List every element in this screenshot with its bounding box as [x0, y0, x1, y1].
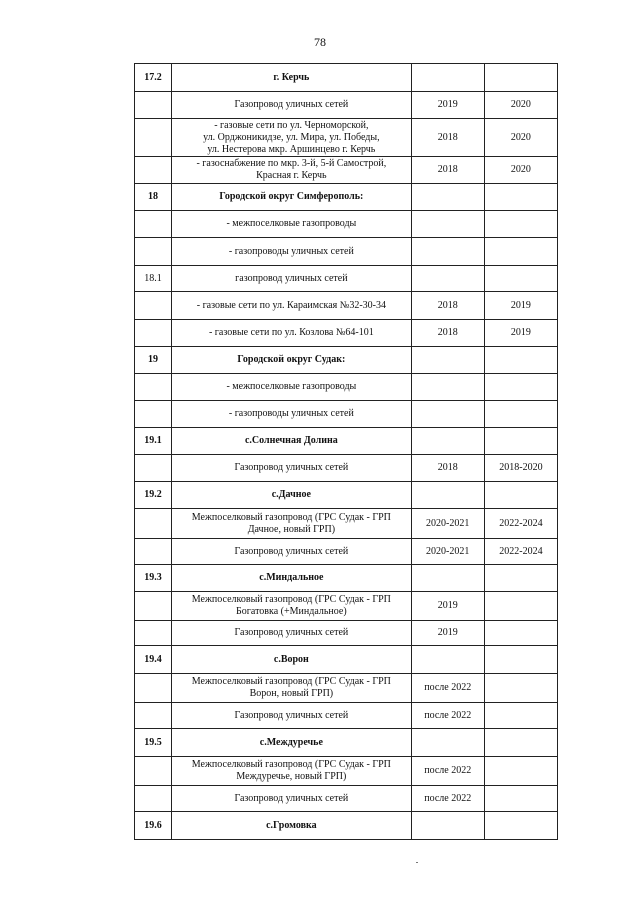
row-end-year-cell — [484, 729, 557, 757]
row-start-year-cell: после 2022 — [411, 757, 484, 786]
gas-pipeline-table — [134, 63, 558, 840]
row-end-year-cell — [484, 621, 557, 646]
table-row — [135, 92, 558, 119]
row-start-year-cell: 2018 — [411, 157, 484, 184]
row-number-cell — [135, 211, 172, 238]
row-number-cell — [135, 374, 172, 401]
page-number: 78 — [314, 35, 326, 49]
row-start-year-cell: после 2022 — [411, 674, 484, 703]
row-end-year-cell: 2020 — [484, 157, 557, 184]
row-start-year-cell: 2018 — [411, 292, 484, 320]
row-name-cell: с.Солнечная Долина — [172, 428, 412, 455]
table-row — [135, 211, 558, 238]
row-start-year-cell — [411, 374, 484, 401]
row-end-year-cell — [484, 812, 557, 840]
table-row — [135, 238, 558, 266]
table-row — [135, 64, 558, 92]
row-number-cell — [135, 455, 172, 482]
row-end-year-cell: 2019 — [484, 292, 557, 320]
row-number-cell: 19.1 — [135, 428, 172, 455]
table-row — [135, 428, 558, 455]
table-row — [135, 592, 558, 621]
row-start-year-cell: 2020-2021 — [411, 539, 484, 565]
row-end-year-cell — [484, 347, 557, 374]
row-number-cell — [135, 757, 172, 786]
row-start-year-cell — [411, 266, 484, 292]
row-number-cell — [135, 157, 172, 184]
row-name-cell: Межпоселковый газопровод (ГРС Судак - ГРП Ворон, новый ГРП) — [172, 674, 412, 703]
table-row — [135, 729, 558, 757]
row-name-cell: - газоснабжение по мкр. 3-й, 5-й Самострой, Красная г. Керчь — [172, 157, 412, 184]
row-start-year-cell: 2019 — [411, 621, 484, 646]
row-start-year-cell: 2018 — [411, 119, 484, 157]
row-number-cell — [135, 703, 172, 729]
row-number-cell: 19.5 — [135, 729, 172, 757]
row-name-cell: с.Миндальное — [172, 565, 412, 592]
row-start-year-cell: после 2022 — [411, 786, 484, 812]
row-start-year-cell — [411, 211, 484, 238]
row-end-year-cell: 2018-2020 — [484, 455, 557, 482]
table-row — [135, 482, 558, 509]
row-start-year-cell — [411, 812, 484, 840]
table-row — [135, 703, 558, 729]
row-name-cell: с.Междуречье — [172, 729, 412, 757]
row-number-cell: 19.2 — [135, 482, 172, 509]
row-start-year-cell: 2019 — [411, 592, 484, 621]
table-row — [135, 347, 558, 374]
row-start-year-cell: после 2022 — [411, 703, 484, 729]
row-number-cell — [135, 539, 172, 565]
scan-speck — [416, 862, 418, 863]
row-start-year-cell: 2018 — [411, 455, 484, 482]
row-end-year-cell — [484, 592, 557, 621]
row-number-cell — [135, 621, 172, 646]
table-row — [135, 184, 558, 211]
row-start-year-cell — [411, 184, 484, 211]
row-end-year-cell — [484, 757, 557, 786]
table-row — [135, 812, 558, 840]
table-row — [135, 565, 558, 592]
table-body — [135, 64, 558, 840]
row-name-cell: - газовые сети по ул. Козлова №64-101 — [172, 320, 412, 347]
table-row — [135, 119, 558, 157]
row-number-cell — [135, 674, 172, 703]
row-name-cell: Межпоселковый газопровод (ГРС Судак - ГРП Дачное, новый ГРП) — [172, 509, 412, 539]
row-name-cell: - газопроводы уличных сетей — [172, 238, 412, 266]
table-row — [135, 646, 558, 674]
row-end-year-cell — [484, 674, 557, 703]
row-name-cell: Газопровод уличных сетей — [172, 539, 412, 565]
row-start-year-cell — [411, 238, 484, 266]
row-end-year-cell — [484, 565, 557, 592]
table-row — [135, 757, 558, 786]
row-name-cell: Газопровод уличных сетей — [172, 703, 412, 729]
table-row — [135, 401, 558, 428]
row-end-year-cell — [484, 211, 557, 238]
row-end-year-cell — [484, 238, 557, 266]
row-end-year-cell — [484, 482, 557, 509]
row-start-year-cell: 2019 — [411, 92, 484, 119]
row-number-cell — [135, 238, 172, 266]
table-row — [135, 374, 558, 401]
table-row — [135, 455, 558, 482]
row-name-cell: Межпоселковый газопровод (ГРС Судак - ГРП Междуречье, новый ГРП) — [172, 757, 412, 786]
row-end-year-cell — [484, 703, 557, 729]
table-row — [135, 674, 558, 703]
row-end-year-cell — [484, 428, 557, 455]
row-start-year-cell — [411, 729, 484, 757]
row-name-cell: с.Громовка — [172, 812, 412, 840]
table-row — [135, 157, 558, 184]
table-row — [135, 621, 558, 646]
row-number-cell — [135, 509, 172, 539]
row-start-year-cell — [411, 565, 484, 592]
row-name-cell: Межпоселковый газопровод (ГРС Судак - ГРП Богатовка (+Миндальное) — [172, 592, 412, 621]
row-end-year-cell: 2020 — [484, 119, 557, 157]
row-name-cell: Газопровод уличных сетей — [172, 621, 412, 646]
row-number-cell — [135, 786, 172, 812]
row-end-year-cell — [484, 184, 557, 211]
row-name-cell: - газовые сети по ул. Черноморской, ул. Орджоникидзе, ул. Мира, ул. Победы, ул. Нестерова мкр. Аршинцево г. Керчь — [172, 119, 412, 157]
row-number-cell: 19.3 — [135, 565, 172, 592]
row-number-cell — [135, 92, 172, 119]
row-end-year-cell — [484, 266, 557, 292]
row-number-cell: 19.4 — [135, 646, 172, 674]
row-end-year-cell: 2022-2024 — [484, 509, 557, 539]
row-name-cell: Газопровод уличных сетей — [172, 455, 412, 482]
row-number-cell — [135, 401, 172, 428]
row-number-cell — [135, 592, 172, 621]
row-name-cell: - межпоселковые газопроводы — [172, 211, 412, 238]
table-row — [135, 509, 558, 539]
row-name-cell: - газовые сети по ул. Караимская №32-30-34 — [172, 292, 412, 320]
row-start-year-cell — [411, 646, 484, 674]
row-start-year-cell: 2018 — [411, 320, 484, 347]
table-row — [135, 266, 558, 292]
row-start-year-cell: 2020-2021 — [411, 509, 484, 539]
row-end-year-cell — [484, 374, 557, 401]
row-name-cell: - межпоселковые газопроводы — [172, 374, 412, 401]
row-name-cell: газопровод уличных сетей — [172, 266, 412, 292]
row-name-cell: Газопровод уличных сетей — [172, 786, 412, 812]
row-name-cell: с.Ворон — [172, 646, 412, 674]
row-number-cell — [135, 292, 172, 320]
row-name-cell: Городской округ Судак: — [172, 347, 412, 374]
row-number-cell: 18.1 — [135, 266, 172, 292]
row-start-year-cell — [411, 347, 484, 374]
row-end-year-cell: 2022-2024 — [484, 539, 557, 565]
row-name-cell: Городской округ Симферополь: — [172, 184, 412, 211]
row-number-cell — [135, 320, 172, 347]
row-end-year-cell: 2019 — [484, 320, 557, 347]
row-number-cell: 19.6 — [135, 812, 172, 840]
row-start-year-cell — [411, 482, 484, 509]
row-end-year-cell: 2020 — [484, 92, 557, 119]
row-end-year-cell — [484, 786, 557, 812]
row-number-cell — [135, 119, 172, 157]
row-end-year-cell — [484, 64, 557, 92]
table-row — [135, 786, 558, 812]
row-end-year-cell — [484, 401, 557, 428]
row-number-cell: 19 — [135, 347, 172, 374]
row-start-year-cell — [411, 428, 484, 455]
row-start-year-cell — [411, 401, 484, 428]
row-name-cell: - газопроводы уличных сетей — [172, 401, 412, 428]
row-start-year-cell — [411, 64, 484, 92]
row-name-cell: Газопровод уличных сетей — [172, 92, 412, 119]
table-row — [135, 320, 558, 347]
row-number-cell: 18 — [135, 184, 172, 211]
row-number-cell: 17.2 — [135, 64, 172, 92]
row-name-cell: г. Керчь — [172, 64, 412, 92]
table-row — [135, 292, 558, 320]
table-row — [135, 539, 558, 565]
row-end-year-cell — [484, 646, 557, 674]
row-name-cell: с.Дачное — [172, 482, 412, 509]
